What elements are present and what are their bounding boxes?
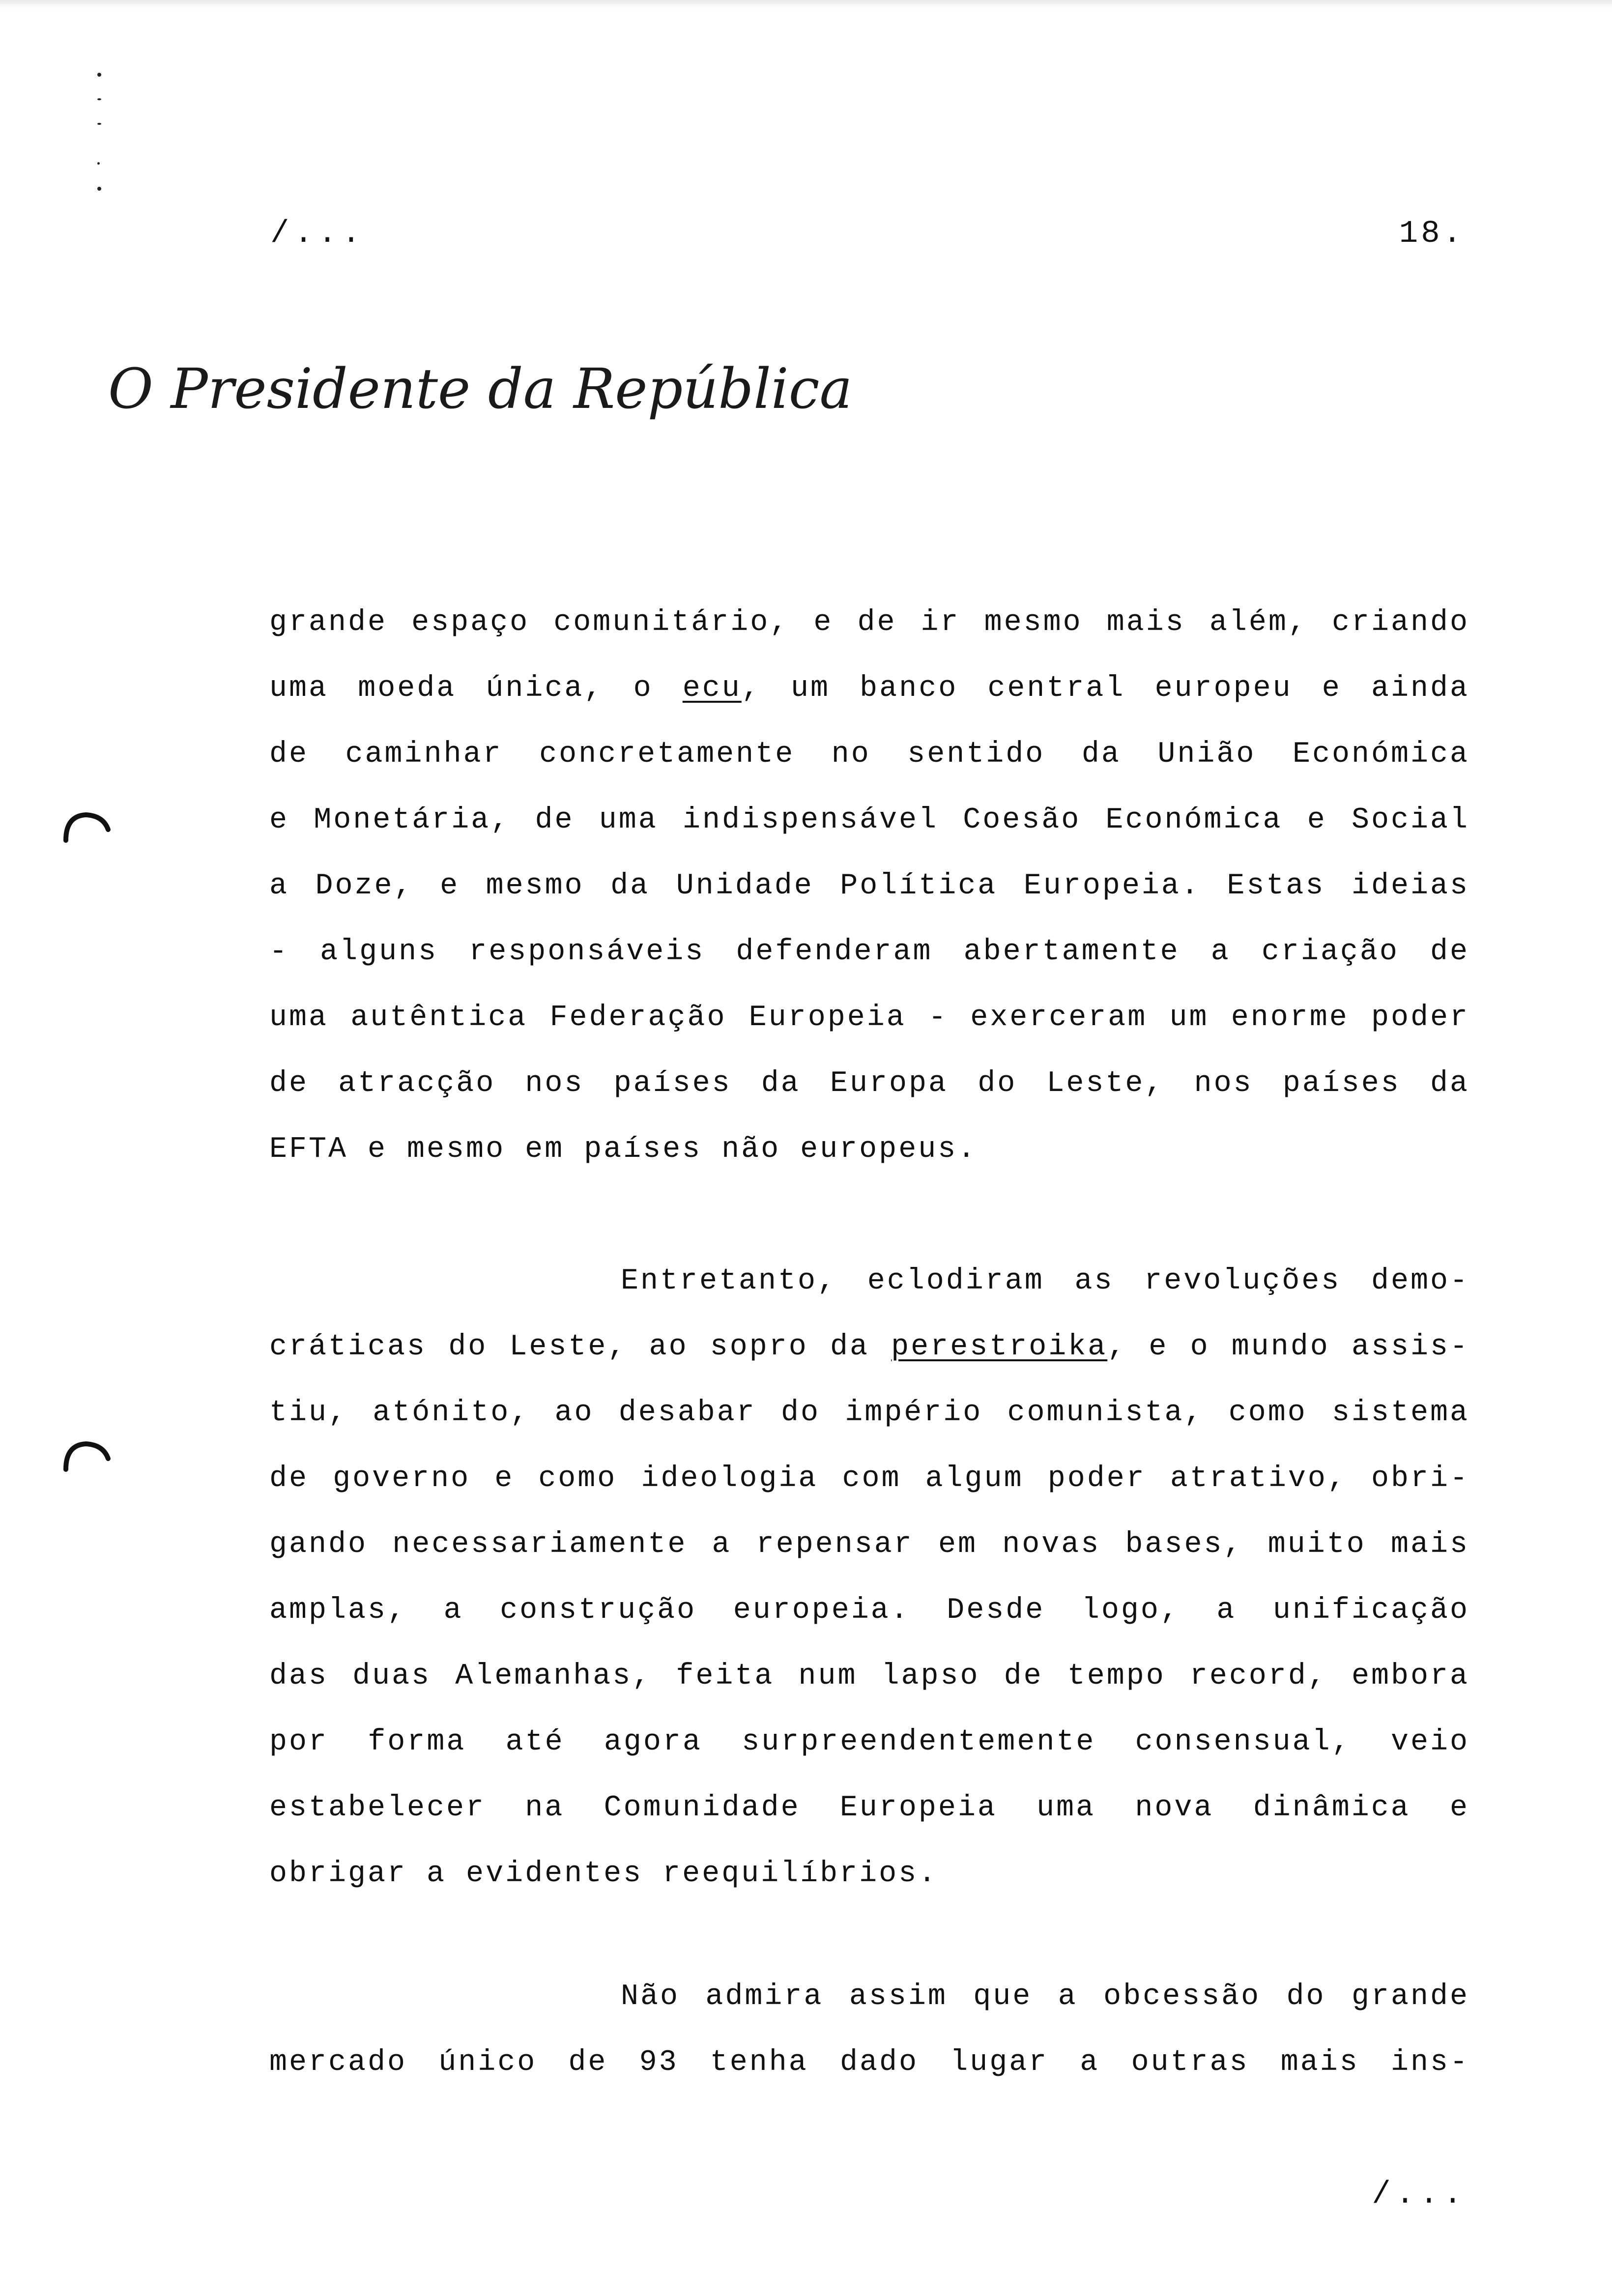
text-line <box>269 2030 1469 2095</box>
text-line <box>269 985 1469 1051</box>
text-segment: mercado único de 93 tenha dado lugar a outras mais ins- <box>269 2046 1469 2079</box>
text-line <box>269 721 1469 787</box>
letterhead-script <box>103 349 853 432</box>
text-segment: Entretanto, eclodiram as revoluções demo- <box>621 1264 1469 1298</box>
text-segment: uma moeda única, o <box>269 672 683 705</box>
text-segment: e Monetária, de uma indispensável Coesão Económica e Social <box>269 804 1469 837</box>
text-segment: EFTA e mesmo em países não europeus. <box>269 1133 978 1166</box>
text-line <box>269 1248 1469 1314</box>
text-line <box>269 1775 1469 1841</box>
text-line <box>269 1512 1469 1578</box>
text-line <box>269 1380 1469 1446</box>
text-line <box>269 919 1469 985</box>
text-segment: , um banco central europeu e ainda <box>741 672 1469 705</box>
margin-dots <box>93 69 108 206</box>
paragraph <box>269 1964 1469 2095</box>
text-line <box>269 1643 1469 1709</box>
continuation-mark-bottom: /... <box>1372 2177 1467 2212</box>
text-line <box>269 1709 1469 1775</box>
text-line <box>269 1446 1469 1512</box>
underlined-term: perestroika <box>891 1330 1108 1364</box>
letterhead-text: O Presidente da República <box>108 357 853 421</box>
letterhead-logo <box>103 349 853 432</box>
scan-edge <box>0 0 1612 9</box>
text-line <box>269 1051 1469 1117</box>
text-segment: por forma até agora surpreendentemente consensual, veio <box>269 1725 1469 1759</box>
text-line <box>269 1314 1469 1380</box>
underlined-term: ecu <box>682 672 742 705</box>
binder-arc-mark <box>59 806 113 860</box>
text-line <box>269 1964 1469 2030</box>
text-line <box>269 853 1469 919</box>
text-segment: uma autêntica Federação Europeia - exerceram um enorme poder <box>269 1001 1469 1034</box>
paragraph <box>269 590 1469 1182</box>
text-segment: estabelecer na Comunidade Europeia uma nova dinâmica e <box>269 1791 1469 1825</box>
text-segment: de governo e como ideologia com algum poder atrativo, obri- <box>269 1462 1469 1495</box>
text-segment: de caminhar concretamente no sentido da União Económica <box>269 738 1469 771</box>
text-line <box>269 1578 1469 1643</box>
text-segment: cráticas do Leste, ao sopro da <box>269 1330 892 1364</box>
text-line <box>269 590 1469 656</box>
text-line <box>269 656 1469 721</box>
text-line <box>269 787 1469 853</box>
text-segment: gando necessariamente a repensar em novas bases, muito mais <box>269 1528 1469 1561</box>
text-segment: a Doze, e mesmo da Unidade Política Europeia. Estas ideias <box>269 869 1469 903</box>
text-segment: grande espaço comunitário, e de ir mesmo mais além, criando <box>269 606 1469 639</box>
text-line <box>269 1117 1469 1182</box>
text-segment: tiu, atónito, ao desabar do império comunista, como sistema <box>269 1396 1469 1430</box>
text-segment: - alguns responsáveis defenderam abertamente a criação de <box>269 935 1469 969</box>
text-segment: obrigar a evidentes reequilíbrios. <box>269 1857 938 1891</box>
paragraph <box>269 1248 1469 1907</box>
text-segment: de atracção nos países da Europa do Leste, nos países da <box>269 1067 1469 1100</box>
page-number: 18. <box>1399 216 1465 252</box>
text-segment: das duas Alemanhas, feita num lapso de tempo record, embora <box>269 1660 1469 1693</box>
text-segment: amplas, a construção europeia. Desde logo, a unificação <box>269 1594 1469 1627</box>
text-segment: , e o mundo assis- <box>1107 1330 1470 1364</box>
continuation-mark-top: /... <box>270 216 366 252</box>
binder-arc-mark <box>59 1435 113 1489</box>
text-line <box>269 1841 1469 1907</box>
text-segment: Não admira assim que a obcessão do grande <box>621 1980 1469 2013</box>
